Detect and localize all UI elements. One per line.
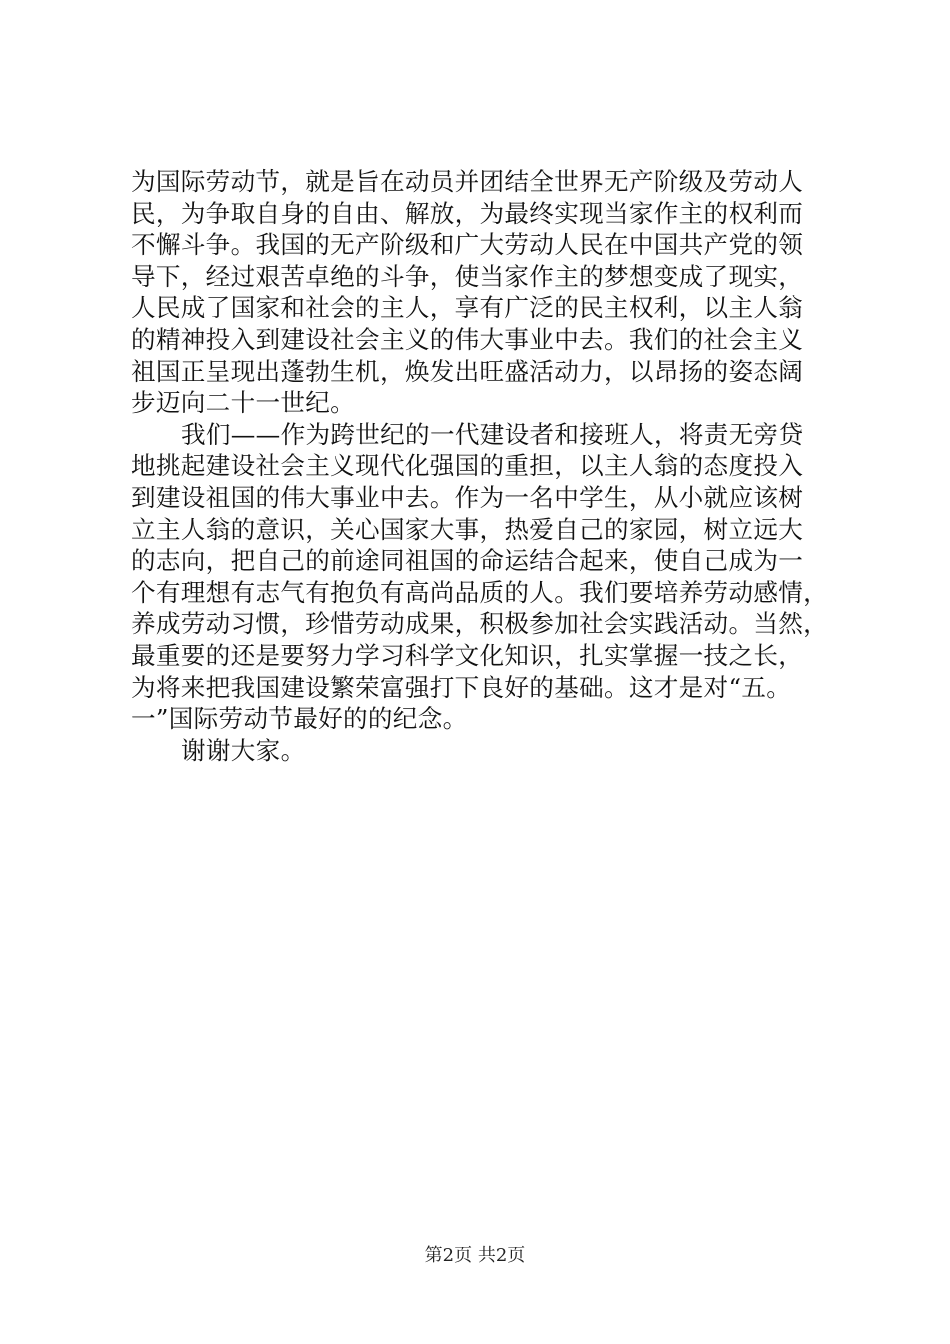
text-line: 的志向，把自己的前途同祖国的命运结合起来，使自己成为一 [131,546,804,576]
text-line: 最重要的还是要努力学习科学文化知识，扎实掌握一技之长， [131,640,804,670]
paragraph-3 [131,735,831,767]
text-line: 人民成了国家和社会的主人，享有广泛的民主权利，以主人翁 [131,293,804,323]
paragraph-2 [131,419,831,735]
page-footer [0,1244,950,1268]
text-line: 为将来把我国建设繁荣富强打下良好的基础。这才是对“五。 [131,672,792,702]
text-line: 民，为争取自身的自由、解放，为最终实现当家作主的权利而 [131,198,804,228]
body-text [131,166,831,766]
text-line: 祖国正呈现出蓬勃生机，焕发出旺盛活动力，以昂扬的姿态阔 [131,356,804,386]
text-line: 不懈斗争。我国的无产阶级和广大劳动人民在中国共产党的领 [131,230,804,260]
text-line: 一”国际劳动节最好的的纪念。 [131,704,468,734]
paragraph-1 [131,166,831,419]
closing-line: 谢谢大家。 [181,735,306,765]
text-line: 立主人翁的意识，关心国家大事，热爱自己的家园，树立远大 [131,514,804,544]
text-line: 我们——作为跨世纪的一代建设者和接班人，将责无旁贷 [181,419,804,449]
page-number: 第2页 共2页 [424,1245,526,1266]
text-line: 的精神投入到建设社会主义的伟大事业中去。我们的社会主义 [131,324,804,354]
text-line: 导下，经过艰苦卓绝的斗争，使当家作主的梦想变成了现实， [131,261,804,291]
text-line: 养成劳动习惯，珍惜劳动成果，积极参加社会实践活动。当然， [131,609,829,639]
text-line: 地挑起建设社会主义现代化强国的重担，以主人翁的态度投入 [131,451,804,481]
text-line: 为国际劳动节，就是旨在动员并团结全世界无产阶级及劳动人 [131,167,804,196]
text-line: 个有理想有志气有抱负有高尚品质的人。我们要培养劳动感情， [131,577,829,607]
text-line: 步迈向二十一世纪。 [131,388,356,418]
text-line: 到建设祖国的伟大事业中去。作为一名中学生，从小就应该树 [131,482,804,512]
